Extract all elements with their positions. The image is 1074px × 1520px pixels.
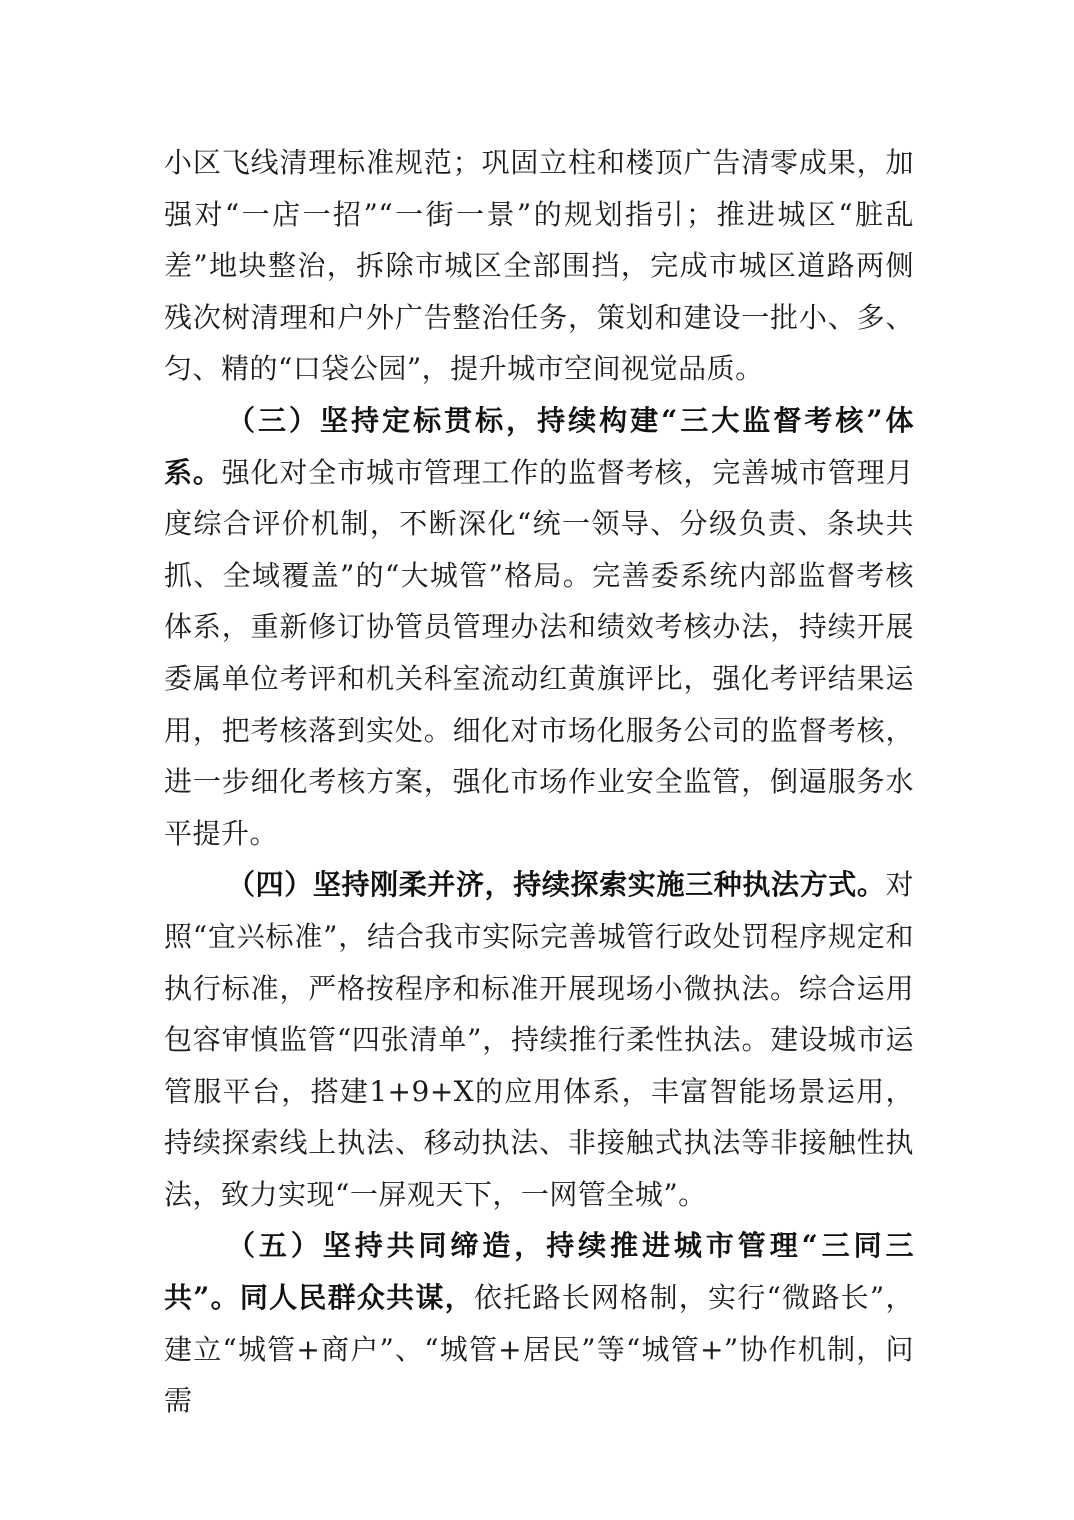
- subheading-co-planning: 同人民群众共谋，: [239, 1281, 474, 1315]
- paragraph-co-creation: [164, 1220, 914, 1426]
- paragraph-text: 强化对全市城市管理工作的监督考核，完善城市管理月度综合评价机制，不断深化“统一领导、分级负责、条块共抓、全域覆盖”的“大城管”格局。完善委系统内部监督考核体系，重新修订协管员管理办法和绩效考核办法，持续开展委属单位考评和机关科室流动红黄旗评比，强化考评结果运用，把考核落到实处。细化对市场化服务公司的监督考核，进一步细化考核方案，强化市场作业安全监管，倒逼服务水平提升。: [164, 455, 914, 850]
- paragraph-law-enforcement: [164, 859, 914, 1220]
- section-heading-three: （三）坚持定标贯标，持续构建“三大监督考核”体系。: [164, 403, 914, 489]
- paragraph-text: 依托路长网格制，实行“微路长”，建立“城管+商户”、“城管+居民”等“城管+”协作机制，问需: [164, 1281, 914, 1418]
- paragraph-text: 对照“宜兴标准”，结合我市实际完善城管行政处罚程序规定和执行标准，严格按程序和标准开展现场小微执法。综合运用包容审慎监管“四张清单”，持续推行柔性执法。建设城市运管服平台，搭建1+9+X的应用体系，丰富智能场景运用，持续探索线上执法、移动执法、非接触式执法等非接触性执法，致力实现“一屏观天下，一网管全城”。: [164, 868, 914, 1211]
- section-heading-five: （五）坚持共同缔造，持续推进城市管理“三同三共”。: [164, 1229, 914, 1315]
- paragraph-text: 小区飞线清理标准规范；巩固立柱和楼顶广告清零成果，加强对“一店一招”“一街一景”的规划指引；推进城区“脏乱差”地块整治，拆除市城区全部围挡，完成市城区道路两侧残次树清理和户外广告整治任务，策划和建设一批小、多、匀、精的“口袋公园”，提升城市空间视觉品质。: [164, 146, 914, 386]
- paragraph-city-appearance: [164, 137, 914, 395]
- section-heading-four: （四）坚持刚柔并济，持续探索实施三种执法方式。: [227, 868, 886, 902]
- document-page: [164, 137, 914, 1427]
- paragraph-supervision-assessment: [164, 395, 914, 859]
